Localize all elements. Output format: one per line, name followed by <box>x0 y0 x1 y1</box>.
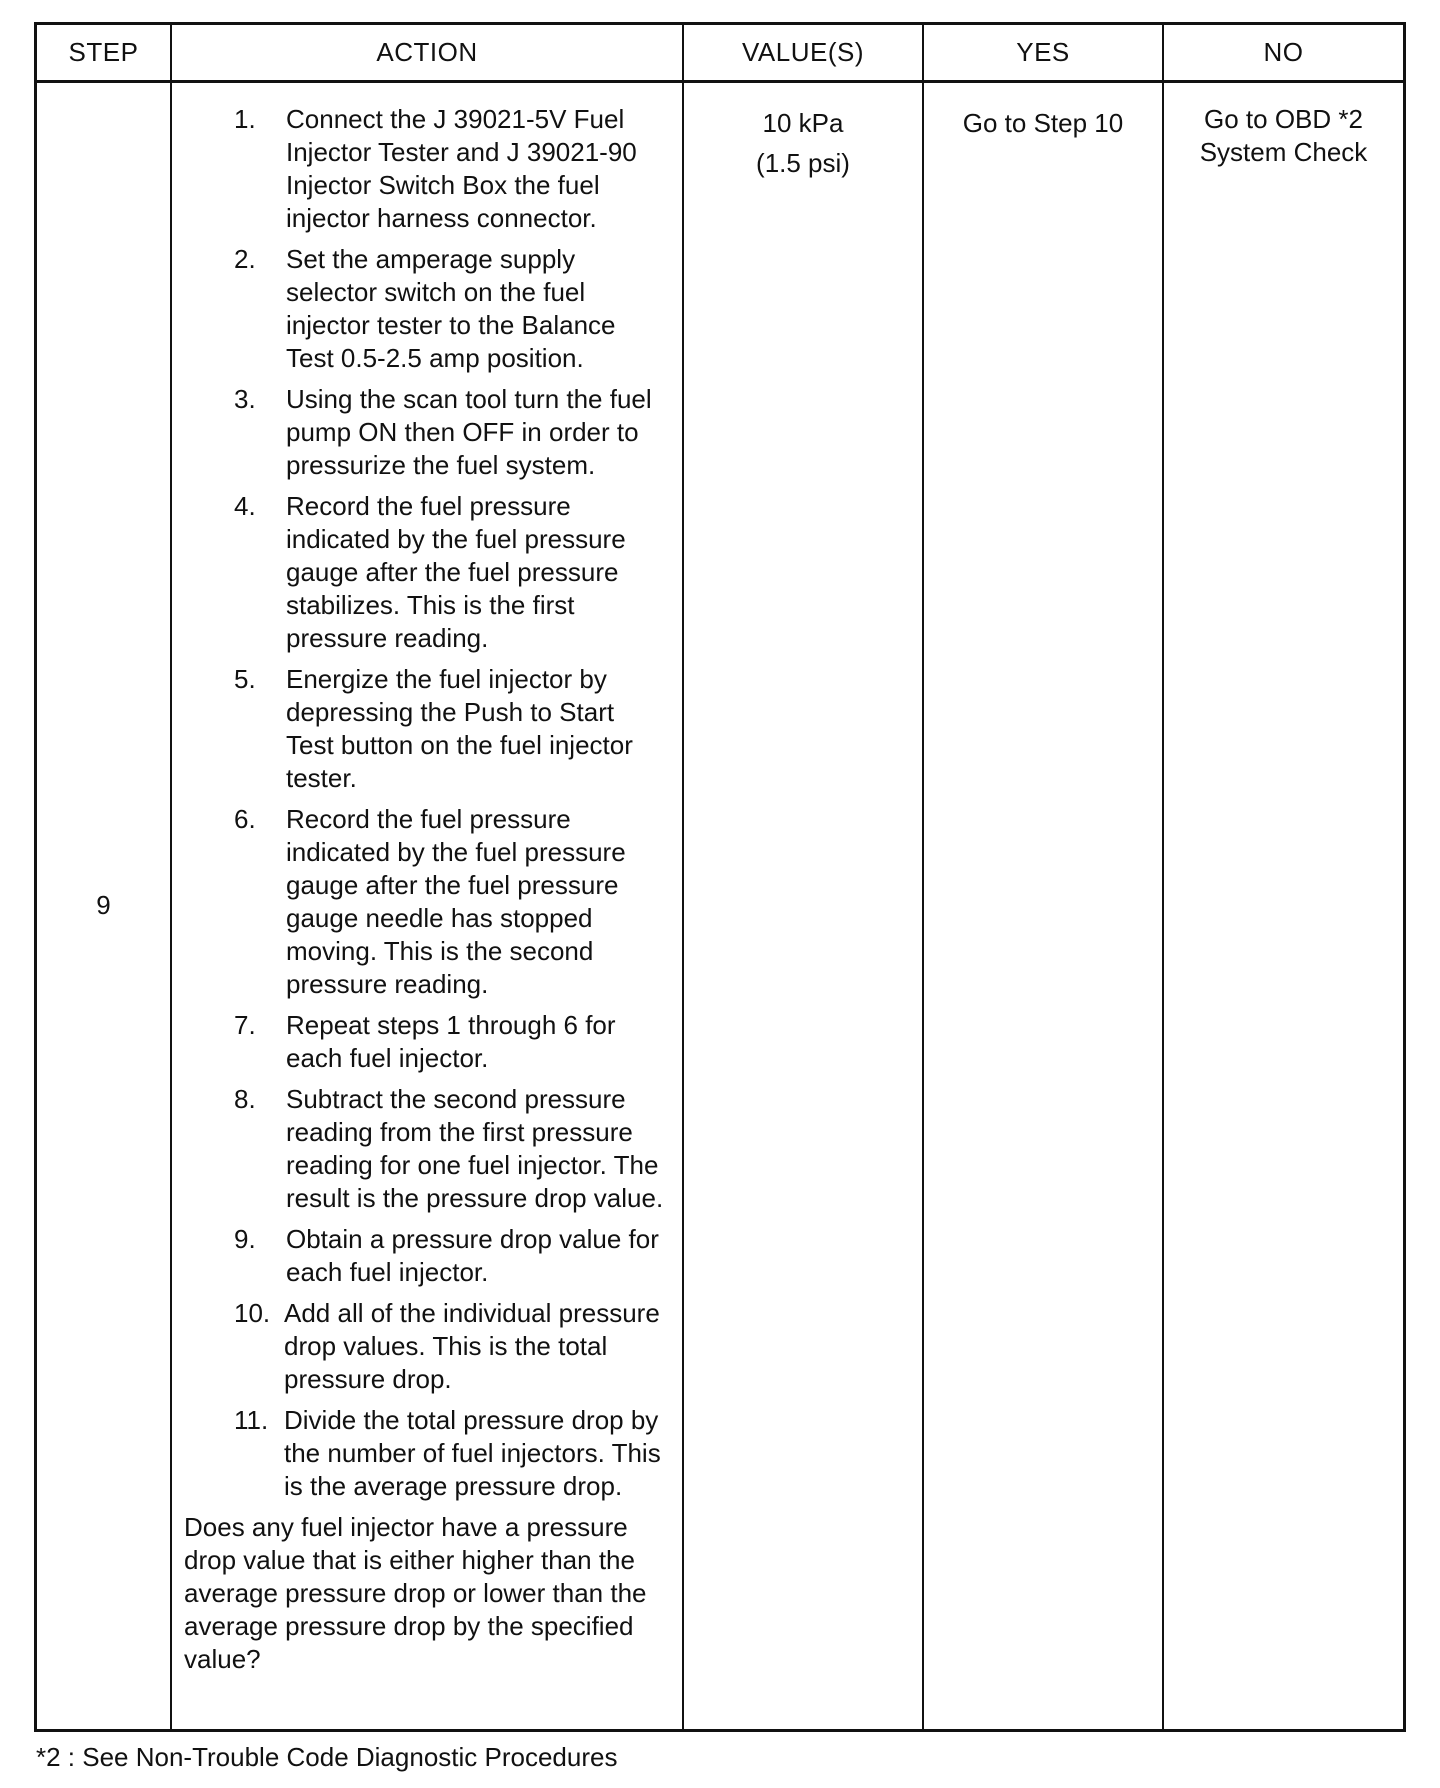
diagnostic-table-frame <box>34 22 1406 1732</box>
step-item-text: Record the fuel pressure indicated by the fuel pressure gauge after the fuel pressure stabilizes. This is the first pressure reading. <box>286 490 626 653</box>
step-item-number: 7. <box>234 1009 256 1040</box>
step-item-number: 4. <box>234 490 256 521</box>
value-psi: (1.5 psi) <box>756 147 850 178</box>
step-item-text: Subtract the second pressure reading from the first pressure reading for one fuel injector. The result is the pressure drop value. <box>286 1083 664 1213</box>
list-item <box>234 1009 668 1075</box>
step-item-number: 5. <box>234 663 256 694</box>
diagnostic-table <box>37 25 1403 1729</box>
step-item-number: 8. <box>234 1083 256 1114</box>
header-values: VALUE(S) <box>683 25 923 81</box>
list-item <box>234 1404 668 1503</box>
step-item-number: 10. <box>234 1297 271 1328</box>
list-item <box>234 663 668 795</box>
header-action: ACTION <box>171 25 683 81</box>
step-item-text: Set the amperage supply selector switch on the fuel injector tester to the Balance Test 0.5-2.5 amp position. <box>286 243 616 373</box>
step-number: 9 <box>37 81 171 1729</box>
list-item <box>234 103 668 235</box>
list-item <box>234 1297 668 1396</box>
list-item <box>234 243 668 375</box>
diagnostic-question: Does any fuel injector have a pressure drop value that is either higher than the average pressure drop or lower than the average pressure drop by the specified value? <box>184 1511 647 1674</box>
list-item <box>234 1083 668 1215</box>
step-item-number: 2. <box>234 243 256 274</box>
values-cell <box>683 81 923 1729</box>
header-step: STEP <box>37 25 171 81</box>
no-action-line1: Go to OBD *2 <box>1204 103 1363 134</box>
yes-action: Go to Step 10 <box>962 107 1124 138</box>
step-item-text: Repeat steps 1 through 6 for each fuel injector. <box>286 1009 616 1073</box>
table-header-row <box>37 25 1403 81</box>
header-yes: YES <box>923 25 1163 81</box>
step-item-text: Obtain a pressure drop value for each fuel injector. <box>286 1223 659 1287</box>
list-item <box>234 383 668 482</box>
step-item-text: Energize the fuel injector by depressing the Push to Start Test button on the fuel injector tester. <box>286 663 633 793</box>
step-item-number: 11. <box>234 1404 269 1435</box>
value-kpa: 10 kPa <box>762 107 844 138</box>
footnote: *2 : See Non-Trouble Code Diagnostic Procedures <box>36 1742 618 1772</box>
step-item-text: Divide the total pressure drop by the number of fuel injectors. This is the average pressure drop. <box>284 1404 661 1501</box>
step-item-number: 6. <box>234 803 256 834</box>
list-item <box>234 1223 668 1289</box>
table-row <box>37 81 1403 1729</box>
step-item-number: 9. <box>234 1223 256 1254</box>
step-item-text: Add all of the individual pressure drop values. This is the total pressure drop. <box>284 1297 660 1394</box>
list-item <box>234 490 668 655</box>
action-steps-list <box>184 103 668 1503</box>
action-cell <box>171 81 683 1729</box>
header-no: NO <box>1163 25 1403 81</box>
step-item-number: 1. <box>234 103 256 134</box>
step-item-number: 3. <box>234 383 256 414</box>
step-item-text: Using the scan tool turn the fuel pump ON then OFF in order to pressurize the fuel system. <box>286 383 652 480</box>
list-item <box>234 803 668 1001</box>
yes-cell <box>923 81 1163 1729</box>
no-cell <box>1163 81 1403 1729</box>
no-action-line2: System Check <box>1199 136 1368 167</box>
step-item-text: Connect the J 39021-5V Fuel Injector Tester and J 39021-90 Injector Switch Box the fuel injector harness connector. <box>286 103 637 233</box>
step-item-text: Record the fuel pressure indicated by the fuel pressure gauge after the fuel pressure gauge needle has stopped moving. This is the second pressure reading. <box>286 803 626 999</box>
